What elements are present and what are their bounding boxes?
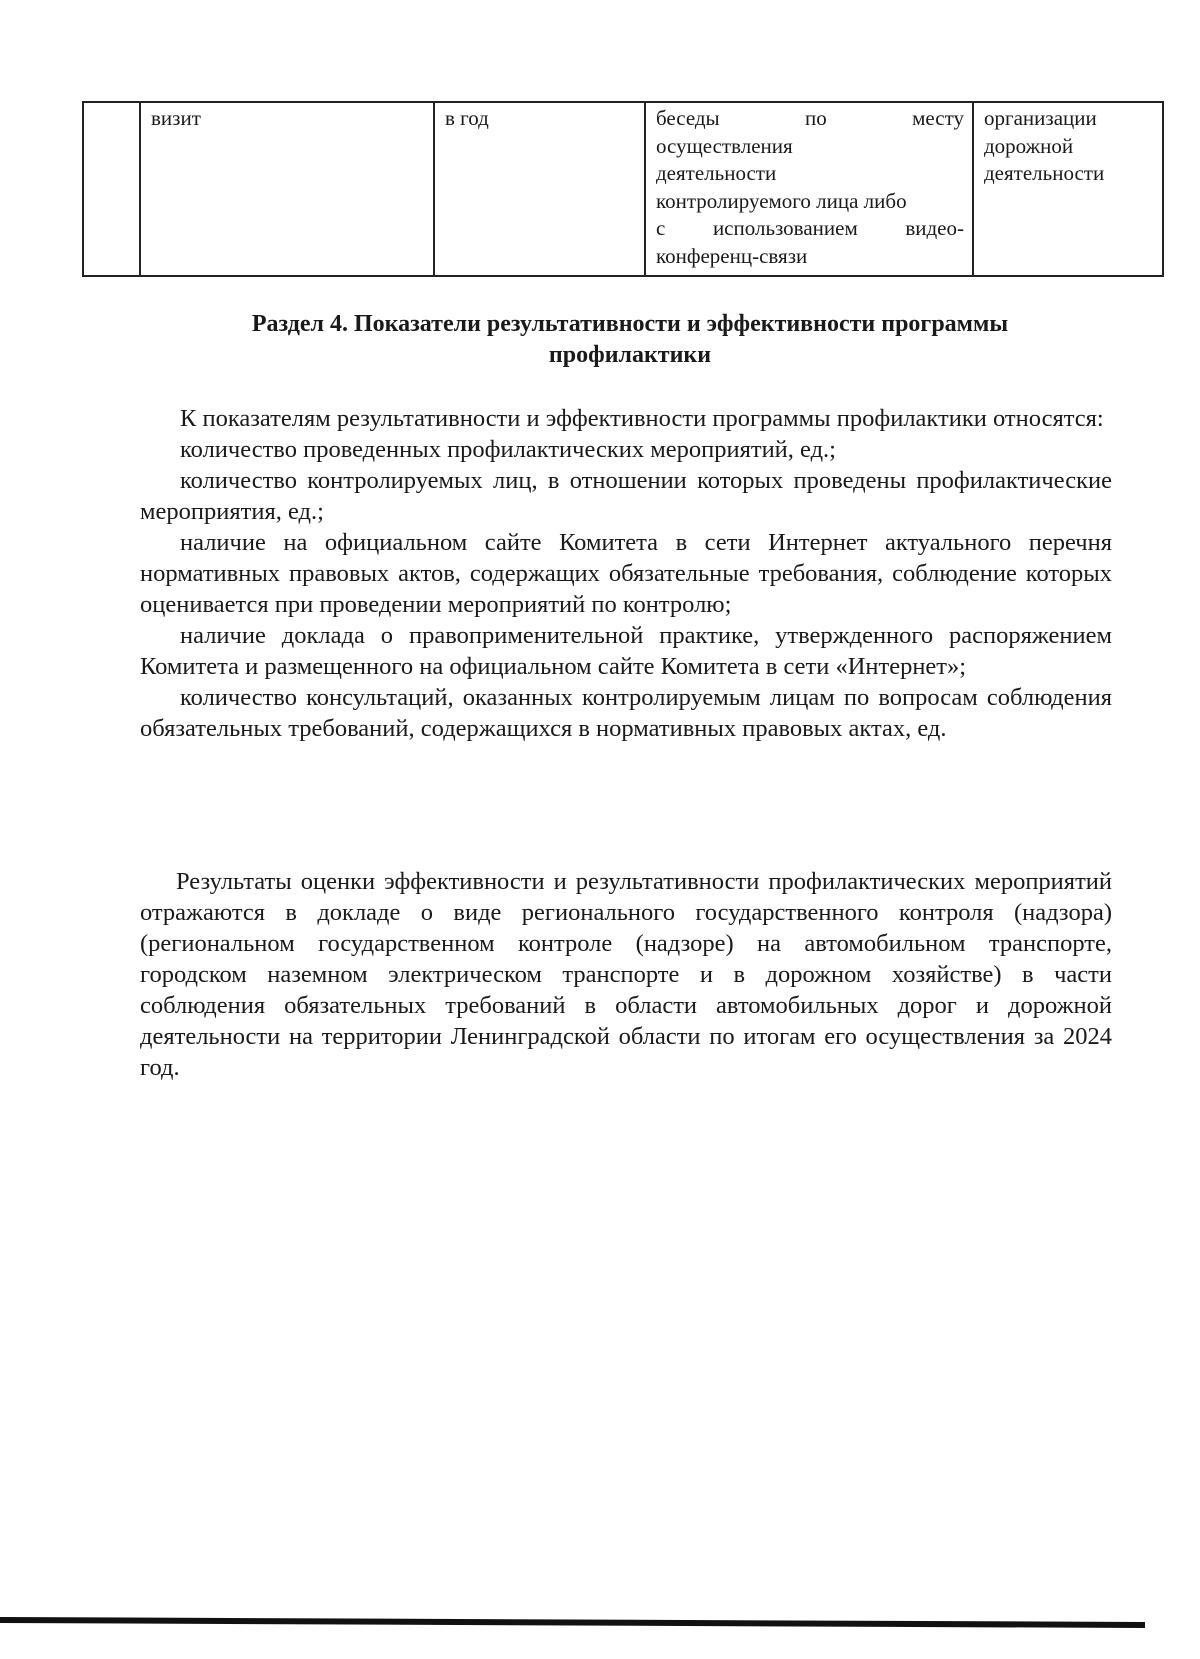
indicator-item: количество консультаций, оказанных контролируемым лицам по вопросам соблюдения обязательных требований, содержащихся в нормативных правовых актах, ед.	[140, 684, 1112, 742]
method-line: конференц-связи	[656, 243, 808, 268]
results-paragraph: Результаты оценки эффективности и результативности профилактических мероприятий отражаются в докладе о виде регионального государственного контроля (надзора) (региональном государственном контроле (надзоре) на автомобильном транспорте, городском наземном электрическом транспорте и в дорожном хозяйстве) в части соблюдения обязательных требований в области автомобильных дорог и дорожной деятельности на территории Ленинградской области по итогам его осуществления за 2024 год.	[140, 868, 1112, 1081]
method-word: использованием	[712, 216, 858, 240]
method-word: с	[656, 216, 666, 240]
method-word: по	[805, 106, 827, 130]
org-line: дорожной	[984, 133, 1074, 158]
table-cell-measure-type	[140, 102, 434, 276]
org-line: деятельности	[984, 161, 1105, 185]
method-word: беседы	[656, 106, 720, 130]
org-line: организации	[984, 106, 1097, 130]
measures-table	[82, 101, 1164, 277]
measure-type-text: визит	[151, 106, 201, 130]
table-row	[83, 102, 1163, 276]
section-heading-line: профилактики	[548, 342, 712, 368]
indicator-item: наличие доклада о правоприменительной практике, утвержденного распоряжением Комитета и размещенного на официальном сайте Комитета в сети «Интернет»;	[140, 622, 1112, 680]
section-heading-line: Раздел 4. Показатели результативности и эффективности программы	[251, 311, 1009, 337]
method-line: контролируемого лица либо	[656, 188, 907, 213]
method-word: месту	[912, 106, 964, 130]
page-bottom-rule	[0, 1617, 1145, 1628]
indicator-item: количество контролируемых лиц, в отношении которых проведены профилактические мероприятия, ед.;	[140, 467, 1112, 525]
section-heading	[140, 309, 1120, 371]
method-word: видео-	[905, 216, 964, 240]
indicator-item: наличие на официальном сайте Комитета в сети Интернет актуального перечня нормативных правовых актов, содержащих обязательные требования, соблюдение которых оценивается при проведении мероприятий по контролю;	[140, 529, 1112, 618]
indicator-item: количество проведенных профилактических мероприятий, ед.;	[180, 436, 836, 463]
method-line	[656, 105, 964, 133]
indicators-section	[140, 403, 1112, 744]
method-line	[656, 215, 964, 243]
table-cell-method	[645, 102, 973, 276]
method-line: осуществления	[656, 133, 793, 158]
results-section	[140, 866, 1112, 1083]
indicators-intro: К показателям результативности и эффективности программы профилактики относятся:	[180, 405, 1104, 432]
table-cell-number	[83, 102, 140, 276]
table-cell-period	[434, 102, 645, 276]
table-cell-organization	[973, 102, 1163, 276]
period-text: в год	[445, 106, 489, 130]
method-line: деятельности	[656, 161, 777, 185]
